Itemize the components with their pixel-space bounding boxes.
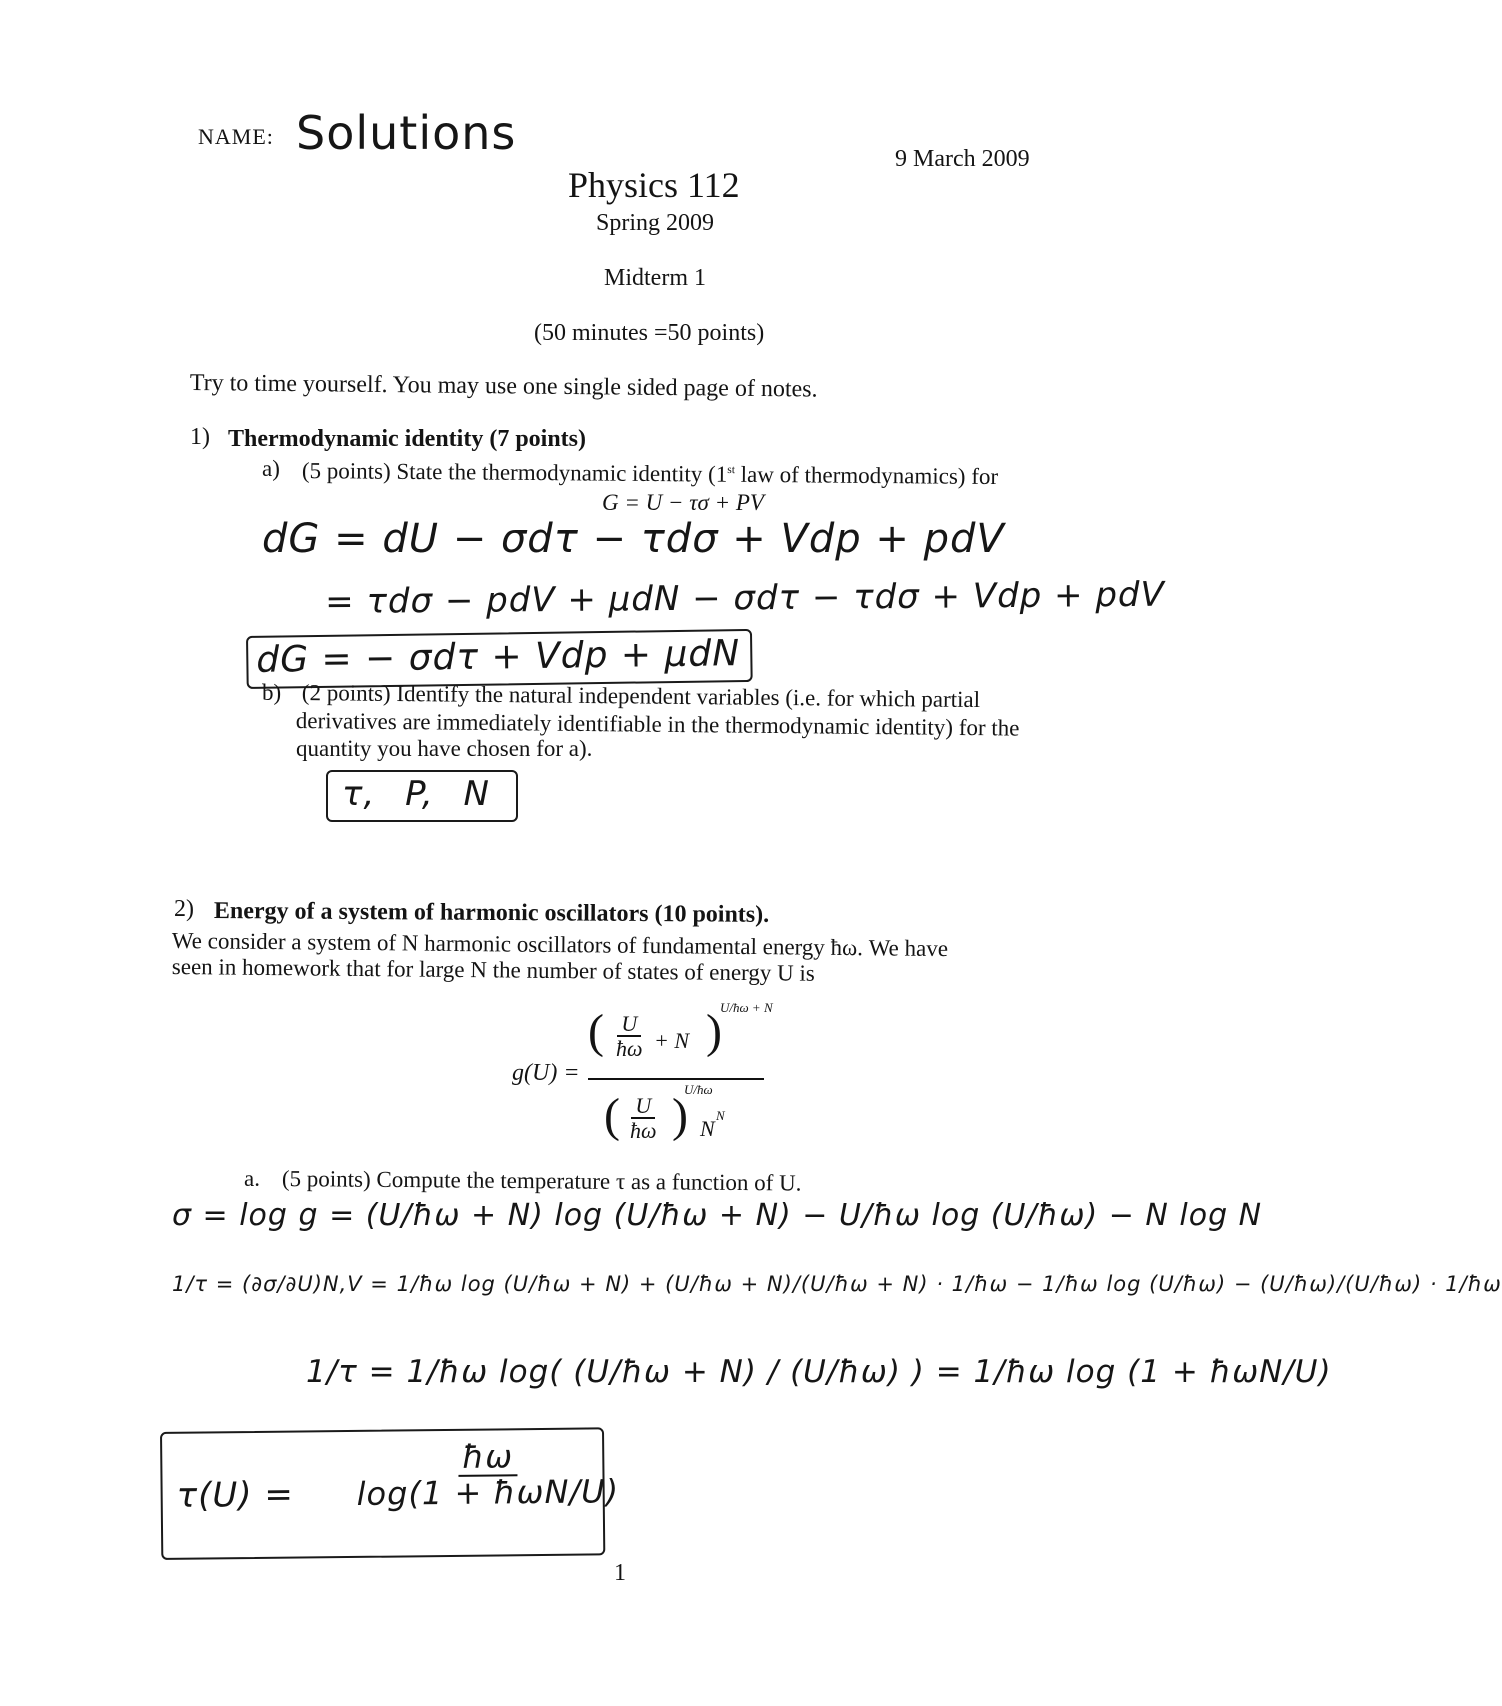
gU-num-plus: + N	[654, 1028, 690, 1053]
exam-title: Midterm 1	[604, 265, 706, 291]
q2a-boxed-den: log(1 + ħωN/U)	[356, 1471, 620, 1513]
q1b-text-1: (2 points) Identify the natural independent variables (i.e. for which partial	[301, 680, 981, 713]
q2a-boxed-answer	[160, 1427, 620, 1560]
q2-number: 2)	[174, 896, 194, 922]
gU-den-exponent: U/ħω	[684, 1082, 713, 1097]
q2a-solution-line1: σ = log g = (U/ħω + N) log (U/ħω + N) − U/ħω log (U/ħω) − N log N	[172, 1198, 1263, 1233]
gU-den-paren-left: (	[604, 1089, 620, 1142]
q2-intro-2: seen in homework that for large N the number of states of energy U is	[171, 954, 815, 986]
q1a-label: a)	[262, 456, 280, 481]
q2a-boxed-num: ħω	[458, 1440, 517, 1476]
course-term: Spring 2009	[596, 210, 715, 236]
gU-den-N-exp: N	[716, 1108, 725, 1123]
q1a-text-1: (5 points) State the thermodynamic identity (1	[301, 458, 728, 487]
q1a-solution-line1: dG = dU − σdτ − τdσ + Vdp + pdV	[262, 516, 1005, 562]
q1b-label: b)	[262, 680, 282, 705]
q1b-text-2: derivatives are immediately identifiable in the thermodynamic identity) for the	[295, 708, 1020, 741]
gU-lhs: g(U) =	[512, 1060, 580, 1086]
q1a-text	[302, 458, 998, 490]
exam-duration: (50 minutes =50 points)	[534, 320, 765, 346]
gU-den-N: N	[700, 1116, 715, 1141]
exam-instructions: Try to time yourself. You may use one single sided page of notes.	[189, 370, 818, 403]
q1-title: Thermodynamic identity (7 points)	[228, 426, 587, 452]
q2-title: Energy of a system of harmonic oscillators (10 points).	[213, 898, 770, 928]
course-title: Physics 112	[568, 165, 740, 205]
name-value: Solutions	[296, 106, 517, 160]
gU-numerator	[588, 1000, 773, 1080]
exam-date: 9 March 2009	[895, 146, 1030, 172]
q1a-text-2: law of thermodynamics) for	[734, 461, 999, 490]
q2a-label: a.	[244, 1166, 260, 1191]
q1a-boxed-answer: dG = − σdτ + Vdp + μdN	[246, 629, 753, 689]
gU-formula	[588, 1000, 773, 1160]
q2a-solution-line3: 1/τ = 1/ħω log( (U/ħω + N) / (U/ħω) ) = 1/ħω log (1 + ħωN/U)	[306, 1354, 1332, 1390]
q1b-boxed-answer: τ, P, N	[326, 770, 518, 822]
q1-number: 1)	[190, 424, 210, 450]
q1a-formula: G = U − τσ + PV	[602, 490, 764, 515]
page-number: 1	[614, 1560, 626, 1586]
q2a-text: (5 points) Compute the temperature τ as a function of U.	[281, 1166, 802, 1196]
q2a-boxed-lhs: τ(U) =	[176, 1474, 295, 1516]
q2-intro-1: We consider a system of N harmonic oscillators of fundamental energy ħω. We have	[171, 928, 949, 962]
gU-num-exponent: U/ħω + N	[720, 1000, 773, 1015]
gU-paren-left: (	[588, 1005, 604, 1058]
gU-den-frac: $\frac{U}{ħ\omega}$	[630, 1093, 657, 1144]
gU-num-frac: $\frac{U}{ħ\omega}$	[616, 1011, 643, 1062]
gU-denominator	[588, 1080, 764, 1160]
q1a-text-sup: st	[727, 464, 736, 477]
q1b-text-3: quantity you have chosen for a).	[296, 736, 593, 761]
q2a-solution-line2: 1/τ = (∂σ/∂U)N,V = 1/ħω log (U/ħω + N) + (U/ħω + N)/(U/ħω + N) · 1/ħω − 1/ħω log (U/ħω) − (U/ħω)/(U/ħω) · 1/ħω	[172, 1272, 1502, 1296]
q2a-boxed-fraction	[352, 1439, 623, 1511]
gU-den-paren-right: )	[672, 1089, 688, 1142]
gU-paren-right: )	[706, 1005, 722, 1058]
name-label: NAME:	[198, 124, 274, 149]
q1a-solution-line2: = τdσ − pdV + μdN − σdτ − τdσ + Vdp + pdV	[325, 574, 1165, 622]
